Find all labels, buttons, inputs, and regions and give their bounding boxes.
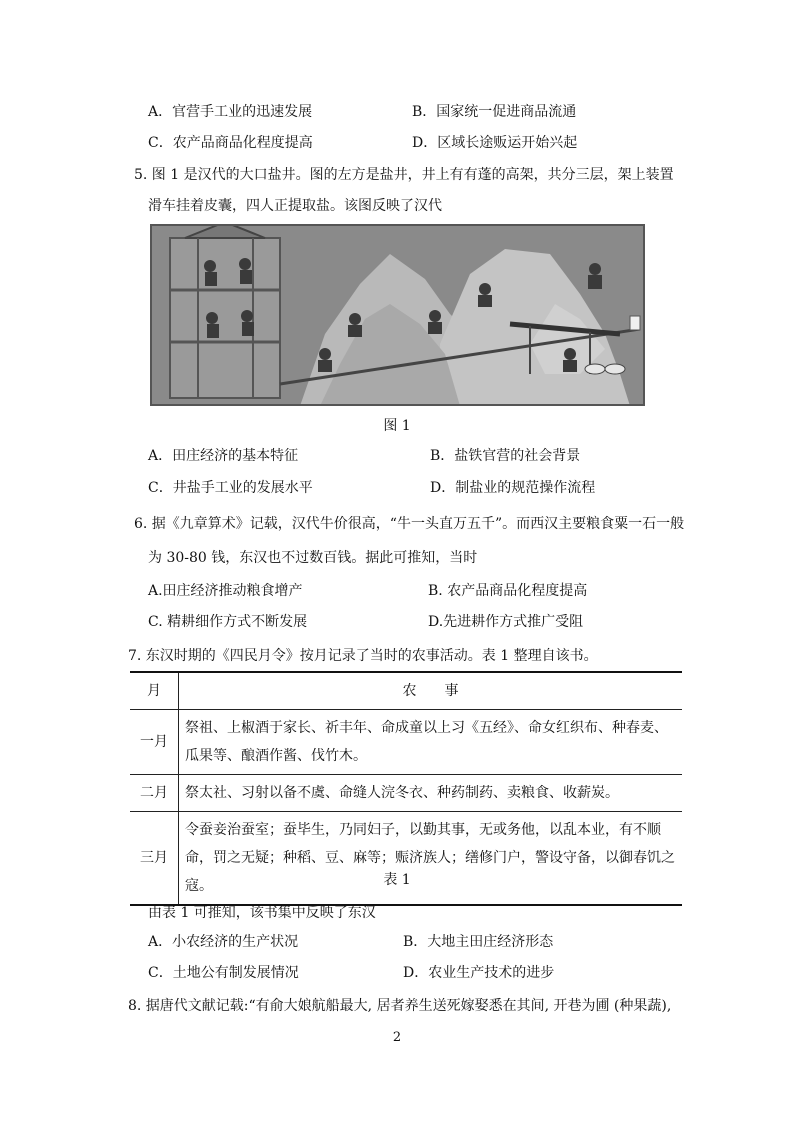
figure-1-caption: 图 1: [383, 418, 411, 434]
q7-stem-line2: 由表 1 可推知，该书集中反映了东汉: [148, 905, 376, 921]
page-number: 2: [392, 1030, 402, 1045]
q4-option-b: B．国家统一促进商品流通: [412, 104, 577, 120]
q6-stem-line1: 6. 据《九章算术》记载，汉代牛价很高，“牛一头直万五千”。而西汉主要粮食粟一石一般: [134, 516, 685, 532]
q4-option-a: A．官营手工业的迅速发展: [148, 104, 313, 120]
table-cell-work: 祭祖、上椒酒于家长、祈丰年、命成童以上习《五经》、命女红织布、种春麦、瓜果等、酿酒作酱、伐竹木。: [179, 710, 683, 775]
q8-stem-line1: 8. 据唐代文献记载:“有俞大娘航船最大, 居者养生送死嫁娶悉在其间, 开巷为圃 (种果蔬),: [128, 998, 672, 1014]
table-row: [130, 812, 682, 906]
q5-option-a: A．田庄经济的基本特征: [148, 448, 299, 464]
q7-option-c: C．土地公有制发展情况: [148, 965, 299, 981]
q7-option-a: A．小农经济的生产状况: [148, 934, 299, 950]
q5-option-b: B．盐铁官营的社会背景: [430, 448, 581, 464]
table-row: [130, 775, 682, 812]
table-header-row: [130, 672, 682, 710]
table-cell-month: 二月: [130, 775, 179, 812]
q6-option-d: D.先进耕作方式推广受阻: [428, 614, 584, 630]
table-cell-work: 祭太社、习射以备不虞、命缝人浣冬衣、种药制药、卖粮食、收薪炭。: [179, 775, 683, 812]
salt-well-rubbing-image: [150, 224, 645, 406]
q4-option-d: D．区域长途贩运开始兴起: [412, 135, 578, 151]
q7-option-b: B．大地主田庄经济形态: [403, 934, 554, 950]
q4-option-c: C．农产品商品化程度提高: [148, 135, 313, 151]
table-row: [130, 710, 682, 775]
table-header-work: 农 事: [179, 672, 683, 710]
table-header-month: 月: [130, 672, 179, 710]
table-cell-work: 令蚕妾治蚕室；蚕毕生，乃同妇子，以勤其事，无或务他，以乱本业，有不顺命，罚之无疑；种稻、豆、麻等；赈济族人；缮修门户，警设守备，以御春饥之寇。: [179, 812, 683, 906]
q6-option-b: B. 农产品商品化程度提高: [428, 583, 588, 599]
q5-option-d: D．制盐业的规范操作流程: [430, 480, 596, 496]
q5-option-c: C．井盐手工业的发展水平: [148, 480, 313, 496]
q6-stem-line2: 为 30-80 钱，东汉也不过数百钱。据此可推知，当时: [148, 550, 478, 566]
table-1-caption: 表 1: [383, 872, 411, 888]
q5-stem-line2: 滑车挂着皮囊，四人正提取盐。该图反映了汉代: [148, 198, 442, 214]
q7-stem-line1: 7. 东汉时期的《四民月令》按月记录了当时的农事活动。表 1 整理自该书。: [128, 648, 598, 664]
q7-option-d: D．农业生产技术的进步: [403, 965, 555, 981]
table-cell-month: 一月: [130, 710, 179, 775]
table-cell-month: 三月: [130, 812, 179, 906]
q6-option-a: A.田庄经济推动粮食增产: [148, 583, 303, 599]
q6-option-c: C. 精耕细作方式不断发展: [148, 614, 308, 630]
q5-stem-line1: 5. 图 1 是汉代的大口盐井。图的左方是盐井，井上有有蓬的高架，共分三层，架上装置: [134, 167, 674, 183]
